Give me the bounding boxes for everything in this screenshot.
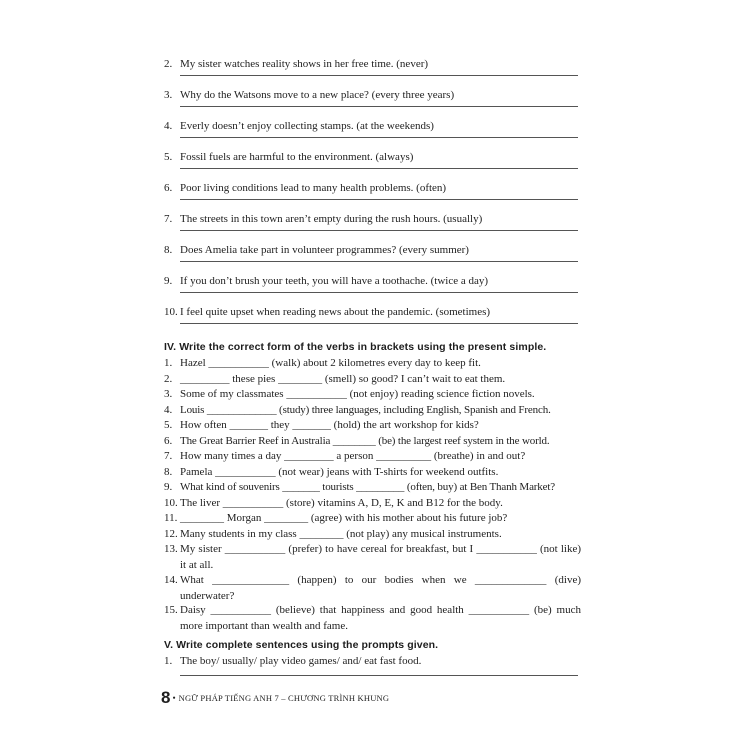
item-number: 12.: [164, 527, 178, 540]
item-text: What ______________ (happen) to our bodies when we _____________ (dive) underwater?: [180, 574, 581, 602]
exercise-item: [164, 274, 578, 305]
page-number: 8: [161, 688, 171, 707]
exercise-item: [164, 57, 578, 88]
item-text: Pamela ___________ (not wear) jeans with T-shirts for weekend outfits.: [180, 465, 499, 478]
item-number: 5.: [164, 151, 173, 163]
answer-line[interactable]: [180, 75, 578, 76]
page-footer: [161, 688, 389, 706]
item-number: 3.: [164, 89, 173, 101]
list-item: [164, 542, 581, 573]
item-text: The Great Barrier Reef in Australia ________ (be) the largest reef system in the world.: [180, 434, 550, 447]
item-text: ________ Morgan ________ (agree) with his mother about his future job?: [180, 512, 508, 524]
item-number: 1.: [164, 655, 173, 667]
list-item: [164, 511, 581, 527]
answer-line[interactable]: [180, 199, 578, 200]
item-number: 6.: [164, 434, 173, 447]
item-prompt: Does Amelia take part in volunteer programmes? (every summer): [180, 244, 469, 256]
item-number: 10.: [164, 496, 178, 509]
answer-line[interactable]: [180, 261, 578, 262]
list-item: [164, 465, 581, 481]
item-prompt: Why do the Watsons move to a new place? (every three years): [180, 89, 455, 101]
exercise-item: [164, 243, 578, 274]
item-number: 13.: [164, 543, 178, 555]
answer-line[interactable]: [180, 106, 578, 107]
list-item: [164, 434, 581, 450]
item-number: 5.: [164, 419, 173, 431]
exercise-item: [164, 181, 578, 212]
section-iv-heading: IV. Write the correct form of the verbs in brackets using the present simple.: [164, 341, 547, 353]
list-item: [164, 573, 581, 604]
item-prompt: Everly doesn’t enjoy collecting stamps. (at the weekends): [180, 120, 434, 132]
item-text: Daisy ___________ (believe) that happiness and good health ___________ (be) much more important than wealth and fame.: [180, 604, 581, 632]
list-item: [164, 449, 581, 465]
list-item: [164, 603, 581, 634]
answer-line[interactable]: [180, 230, 578, 231]
section-v-heading: V. Write complete sentences using the prompts given.: [164, 639, 439, 651]
list-item: [164, 372, 581, 388]
item-number: 6.: [164, 182, 173, 194]
item-text: What kind of souvenirs _______ tourists _________ (often, buy) at Ben Thanh Market?: [180, 481, 556, 493]
item-prompt: The streets in this town aren’t empty during the rush hours. (usually): [180, 213, 483, 225]
item-prompt: Fossil fuels are harmful to the environment. (always): [180, 151, 414, 163]
item-text: The liver ___________ (store) vitamins A, D, E, K and B12 for the body.: [180, 496, 503, 509]
item-number: 15.: [164, 604, 178, 616]
item-number: 14.: [164, 574, 178, 586]
exercise-item: [164, 119, 578, 150]
item-prompt: The boy/ usually/ play video games/ and/ eat fast food.: [180, 655, 422, 667]
item-number: 7.: [164, 213, 173, 225]
answer-line[interactable]: [180, 675, 578, 676]
list-item: [164, 418, 581, 434]
item-number: 7.: [164, 450, 173, 462]
item-number: 4.: [164, 403, 173, 416]
exercise-item: [164, 305, 578, 336]
item-number: 1.: [164, 357, 173, 369]
list-item: [164, 480, 581, 496]
item-number: 8.: [164, 244, 173, 256]
item-text: My sister ___________ (prefer) to have cereal for breakfast, but I ___________ (not like) it at all.: [180, 543, 581, 571]
item-prompt: Poor living conditions lead to many health problems. (often): [180, 182, 447, 194]
list-item: [164, 403, 581, 419]
exercise-item: [164, 150, 578, 181]
item-prompt: I feel quite upset when reading news about the pandemic. (sometimes): [180, 306, 491, 318]
item-prompt: My sister watches reality shows in her free time. (never): [180, 58, 429, 70]
item-number: 4.: [164, 120, 173, 132]
exercise-item: [164, 654, 578, 684]
item-number: 9.: [164, 481, 173, 493]
item-text: Some of my classmates ___________ (not enjoy) reading science fiction novels.: [180, 388, 535, 400]
item-prompt: If you don’t brush your teeth, you will have a toothache. (twice a day): [180, 275, 489, 287]
list-item: [164, 356, 581, 372]
item-number: 8.: [164, 465, 173, 478]
item-text: How many times a day _________ a person __________ (breathe) in and out?: [180, 450, 526, 462]
answer-line[interactable]: [180, 168, 578, 169]
item-number: 2.: [164, 58, 173, 70]
exercise-item: [164, 88, 578, 119]
list-item: [164, 527, 581, 543]
item-number: 9.: [164, 275, 173, 287]
answer-line[interactable]: [180, 292, 578, 293]
answer-line[interactable]: [180, 323, 578, 324]
item-text: _________ these pies ________ (smell) so good? I can’t wait to eat them.: [180, 372, 506, 385]
list-item: [164, 387, 581, 403]
book-title: NGỮ PHÁP TIẾNG ANH 7 – CHƯƠNG TRÌNH KHUNG: [178, 693, 390, 703]
item-number: 3.: [164, 388, 173, 400]
item-text: Louis _____________ (study) three languages, including English, Spanish and French.: [180, 403, 551, 416]
item-text: Hazel ___________ (walk) about 2 kilometres every day to keep fit.: [180, 357, 481, 369]
item-text: How often _______ they _______ (hold) the art workshop for kids?: [180, 419, 479, 431]
item-text: Many students in my class ________ (not play) any musical instruments.: [180, 527, 502, 540]
footer-bullet: •: [172, 693, 176, 703]
list-item: [164, 496, 581, 512]
answer-line[interactable]: [180, 137, 578, 138]
item-number: 10.: [164, 306, 178, 318]
item-number: 2.: [164, 372, 173, 385]
item-number: 11.: [164, 512, 178, 524]
exercise-item: [164, 212, 578, 243]
